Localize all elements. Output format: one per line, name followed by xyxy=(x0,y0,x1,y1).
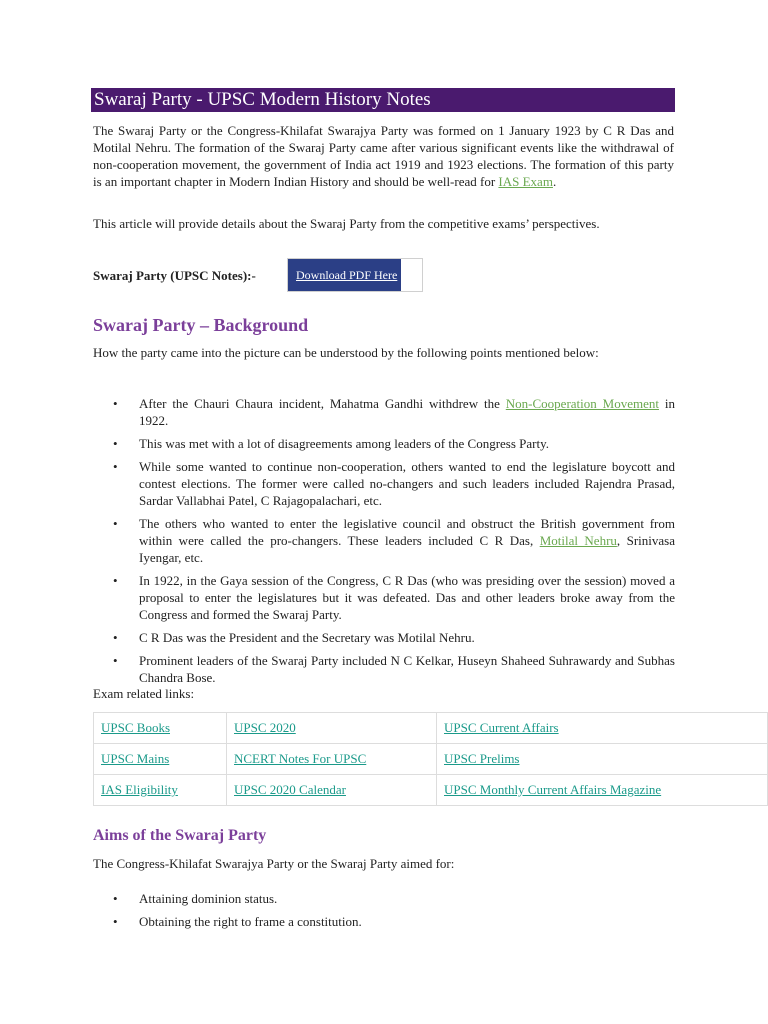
aims-bullet-item xyxy=(93,890,675,907)
bullet-dot: • xyxy=(113,891,118,906)
background-bullet-item xyxy=(93,652,675,686)
aims-lead: The Congress-Khilafat Swarajya Party or the Swaraj Party aimed for: xyxy=(93,856,455,871)
table-row xyxy=(94,744,768,775)
table-cell xyxy=(227,744,437,775)
bullet-link[interactable]: Non-Cooperation Movement xyxy=(505,396,659,411)
background-bullet-item xyxy=(93,395,675,429)
bullet-text: C R Das was the President and the Secretary was Motilal Nehru. xyxy=(139,630,475,645)
aims-heading: Aims of the Swaraj Party xyxy=(93,827,267,844)
bullet-text: This was met with a lot of disagreements among leaders of the Congress Party. xyxy=(139,436,550,451)
background-lead: How the party came into the picture can be understood by the following points mentioned below: xyxy=(93,345,599,360)
download-pdf-button[interactable]: Download PDF Here xyxy=(288,259,401,291)
exam-link[interactable]: UPSC Books xyxy=(101,720,170,735)
download-area xyxy=(93,258,433,294)
bullet-text: Obtaining the right to frame a constitution. xyxy=(139,914,362,929)
bullet-text: Attaining dominion status. xyxy=(139,891,278,906)
bullet-text-end: in 1922. xyxy=(139,396,675,428)
intro-paragraph xyxy=(93,122,674,190)
background-bullet-item xyxy=(93,458,675,509)
bullet-text-end: , Srinivasa Iyengar, etc. xyxy=(139,533,675,565)
exam-link[interactable]: IAS Eligibility xyxy=(101,782,178,797)
aims-bullet-item xyxy=(93,913,675,930)
table-cell xyxy=(227,775,437,806)
background-heading: Swaraj Party – Background xyxy=(93,315,309,335)
bullet-text: The others who wanted to enter the legislative council and obstruct the British government from within were called the pro-changers. These leaders included C R Das, xyxy=(139,516,675,548)
intro-text: The Swaraj Party or the Congress-Khilafat Swarajya Party was formed on 1 January 1923 by C R Das and Motilal Nehru. The formation of the Swaraj Party came after various significant events like the withdrawal of non-cooperation movement, the government of India act 1919 and 1923 elections. The formation of this party is an important chapter in Modern Indian History and should be well-read for xyxy=(93,123,674,189)
exam-links-label: Exam related links: xyxy=(93,686,195,701)
intro-text-end: . xyxy=(552,174,557,189)
background-bullet-item xyxy=(93,572,675,623)
table-cell xyxy=(227,713,437,744)
bullet-text: While some wanted to continue non-cooperation, others wanted to end the legislature boycott and contest elections. The former were called no-changers and such leaders included Rajendra Prasad, Sardar Vallabhai Patel, C Rajagopalachari, etc. xyxy=(139,459,675,508)
bullet-dot: • xyxy=(113,573,118,588)
background-bullet-item xyxy=(93,629,675,646)
exam-link[interactable]: UPSC Mains xyxy=(101,751,170,766)
exam-link[interactable]: NCERT Notes For UPSC xyxy=(234,751,367,766)
bullet-dot: • xyxy=(113,653,118,668)
background-bullet-item xyxy=(93,435,675,452)
intro-paragraph-2: This article will provide details about the Swaraj Party from the competitive exams’ perspectives. xyxy=(93,216,600,231)
exam-links-table xyxy=(93,712,768,806)
table-cell xyxy=(437,713,768,744)
bullet-dot: • xyxy=(113,396,118,411)
exam-link[interactable]: UPSC 2020 xyxy=(234,720,296,735)
table-cell xyxy=(94,744,227,775)
aims-bullet-list xyxy=(93,890,675,936)
exam-link[interactable]: UPSC Prelims xyxy=(444,751,520,766)
background-bullet-list xyxy=(93,395,675,692)
bullet-dot: • xyxy=(113,436,118,451)
download-label: Swaraj Party (UPSC Notes):- xyxy=(93,268,256,283)
bullet-dot: • xyxy=(113,516,118,531)
exam-link[interactable]: UPSC 2020 Calendar xyxy=(234,782,346,797)
table-cell xyxy=(437,744,768,775)
page-title: Swaraj Party - UPSC Modern History Notes xyxy=(91,88,675,112)
table-row xyxy=(94,713,768,744)
bullet-dot: • xyxy=(113,914,118,929)
bullet-dot: • xyxy=(113,630,118,645)
table-cell xyxy=(94,775,227,806)
bullet-text: In 1922, in the Gaya session of the Congress, C R Das (who was presiding over the session) moved a proposal to enter the legislatures but it was defeated. Das and other leaders broke away from the Congress and formed the Swaraj Party. xyxy=(139,573,675,622)
bullet-text: After the Chauri Chaura incident, Mahatma Gandhi withdrew the xyxy=(139,396,506,411)
exam-link[interactable]: UPSC Monthly Current Affairs Magazine xyxy=(444,782,662,797)
bullet-dot: • xyxy=(113,459,118,474)
table-cell xyxy=(94,713,227,744)
ias-exam-link[interactable]: IAS Exam xyxy=(498,174,553,189)
table-cell xyxy=(437,775,768,806)
exam-link[interactable]: UPSC Current Affairs xyxy=(444,720,559,735)
background-bullet-item xyxy=(93,515,675,566)
table-row xyxy=(94,775,768,806)
bullet-text: Prominent leaders of the Swaraj Party included N C Kelkar, Huseyn Shaheed Suhrawardy and Subhas Chandra Bose. xyxy=(139,653,675,685)
bullet-link[interactable]: Motilal Nehru xyxy=(539,533,617,548)
